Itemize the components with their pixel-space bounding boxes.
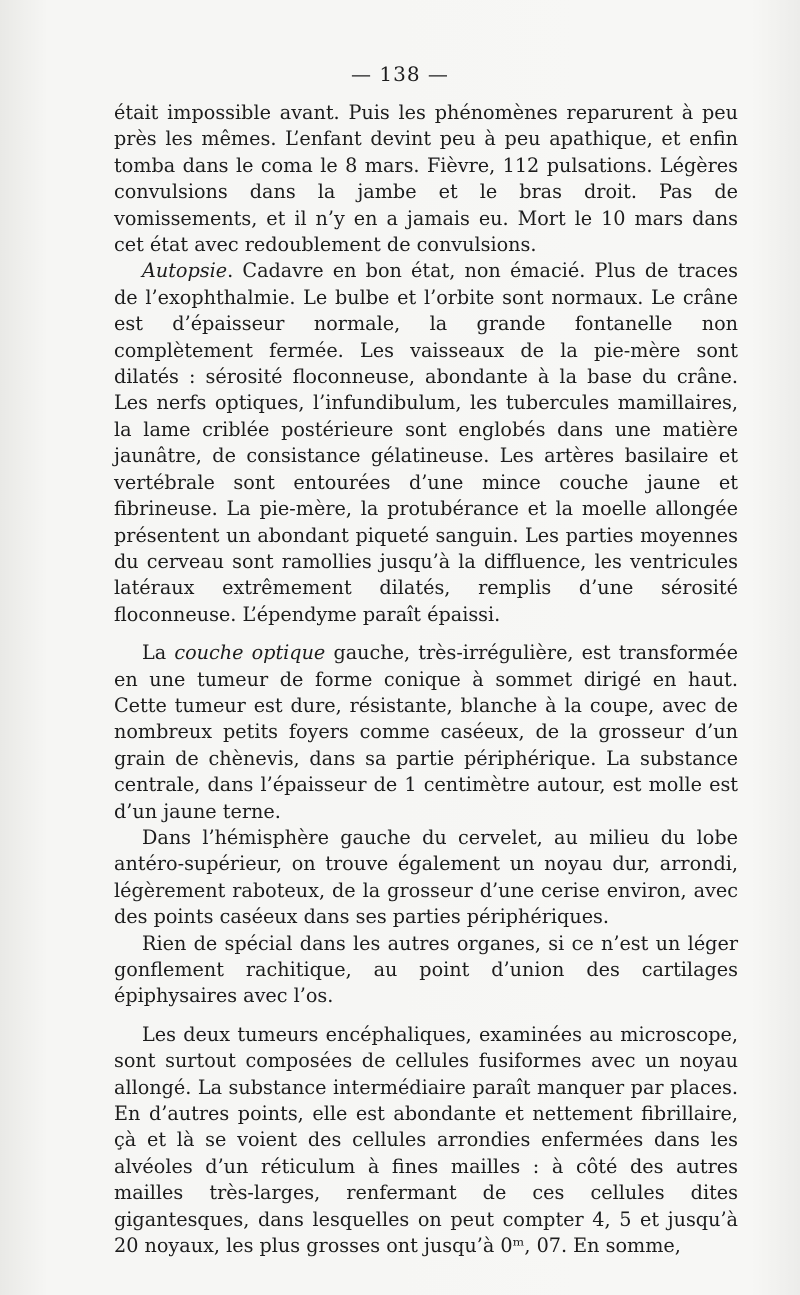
- paragraph-microscope: [114, 1022, 738, 1260]
- paragraph-text: gauche, très-irrégulière, est transformée en une tumeur de forme conique à sommet dirigé en haut. Cette tumeur est dure, résistante, blanche à la coupe, avec de nombreux petits foyers comme caséeux, de la grosseur d’un grain de chènevis, dans sa partie périphérique. La substance centrale, dans l’épaisseur de 1 centimètre autour, est molle est d’un jaune terne.: [114, 641, 739, 823]
- paragraph-pre: La: [142, 641, 175, 665]
- paragraph-lead-italic: Autopsie: [142, 259, 228, 283]
- paragraph-lead-italic: couche optique: [174, 641, 326, 665]
- paragraph-text: Les deux tumeurs encéphaliques, examinées au microscope, sont surtout composées de cellules fusiformes avec un noyau allongé. La substance intermédiaire paraît manquer par places. En d’autres points, elle est abondante et nettement fibrillaire, çà et là se voient des cellules arrondies enfermées dans les alvéoles d’un réticulum à fines mailles : à côté des autres mailles très-larges, renfermant de ces cellules dites gigantesques, dans lesquelles on peut compter 4, 5 et jusqu’à 20 noyaux, les plus grosses ont jusqu’à 0ᵐ, 07. En somme,: [114, 1022, 738, 1258]
- paragraph-autopsie: [114, 258, 738, 628]
- paragraph-autres-organes: [114, 931, 738, 1010]
- body-text: [114, 100, 738, 1259]
- paragraph-text: Dans l’hémisphère gauche du cervelet, au milieu du lobe antéro-supérieur, on trouve également un noyau dur, arrondi, légèrement raboteux, de la grosseur d’une cerise environ, avec des points caséeux dans ses parties périphériques.: [114, 825, 738, 929]
- paragraph-cervelet: [114, 825, 738, 931]
- paragraph-continuation: [114, 100, 738, 258]
- paragraph-couche-optique: [114, 640, 738, 825]
- paragraph-text: était impossible avant. Puis les phénomènes reparurent à peu près les mêmes. L’enfant devint peu à peu apathique, et enfin tomba dans le coma le 8 mars. Fièvre, 112 pulsations. Légères convulsions dans la jambe et le bras droit. Pas de vomissements, et il n’y en a jamais eu. Mort le 10 mars dans cet état avec redoublement de convulsions.: [114, 101, 738, 257]
- paragraph-text: Rien de spécial dans les autres organes, si ce n’est un léger gonflement rachitique, au point d’union des cartilages épiphysaires avec l’os.: [114, 931, 738, 1008]
- page-number: — 138 —: [351, 62, 449, 86]
- paragraph-text: . Cadavre en bon état, non émacié. Plus de traces de l’exophthalmie. Le bulbe et l’orbite sont normaux. Le crâne est d’épaisseur normale, la grande fontanelle non complètement fermée. Les vaisseaux de la pie-mère sont dilatés : sérosité floconneuse, abondante à la base du crâne. Les nerfs optiques, l’infundibulum, les tubercules mamillaires, la lame criblée postérieure sont englobés dans une matière jaunâtre, de consistance gélatineuse. Les artères basilaire et vertébrale sont entourées d’une mince couche jaune et fibrineuse. La pie-mère, la protubérance et la moelle allongée présentent un abondant piqueté sanguin. Les parties moyennes du cerveau sont ramollies jusqu’à la diffluence, les ventricules latéraux extrêmement dilatés, remplis d’une sérosité floconneuse. L’épendyme paraît épaissi.: [114, 259, 738, 626]
